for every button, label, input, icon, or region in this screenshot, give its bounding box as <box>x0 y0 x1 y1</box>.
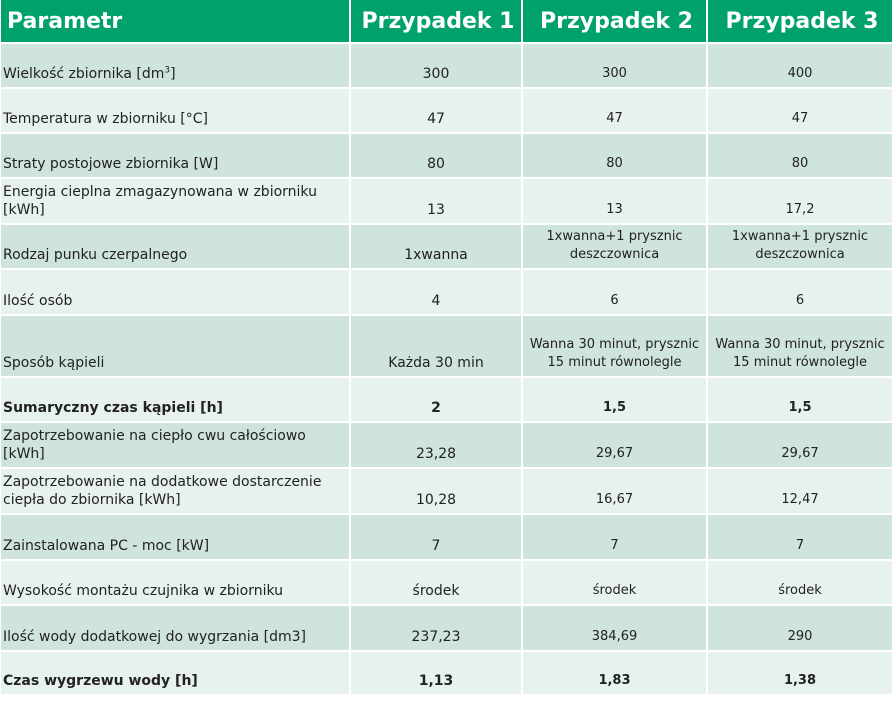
case-3-cell: 290 <box>708 604 894 650</box>
table-row <box>1 42 894 87</box>
parameters-table <box>1 0 894 694</box>
table-row <box>1 314 894 376</box>
param-cell: Wysokość montażu czujnika w zbiorniku <box>1 559 351 604</box>
param-cell: Sposób kąpieli <box>1 314 351 376</box>
case-2-cell: 80 <box>523 132 708 177</box>
param-cell: Temperatura w zbiorniku [°C] <box>1 87 351 132</box>
param-cell: Zainstalowana PC - moc [kW] <box>1 513 351 559</box>
case-2-cell: 300 <box>523 42 708 87</box>
case-1-cell: 2 <box>351 376 523 421</box>
case-2-cell: 13 <box>523 177 708 223</box>
header-case-3: Przypadek 3 <box>708 0 894 42</box>
case-1-cell: Każda 30 min <box>351 314 523 376</box>
table-row <box>1 223 894 268</box>
case-1-cell: 47 <box>351 87 523 132</box>
param-cell: Sumaryczny czas kąpieli [h] <box>1 376 351 421</box>
case-3-cell: 1xwanna+1 prysznic deszczownica <box>708 223 894 268</box>
param-cell: Zapotrzebowanie na dodatkowe dostarczenie ciepła do zbiornika [kWh] <box>1 467 351 513</box>
case-2-cell: 384,69 <box>523 604 708 650</box>
case-3-cell: 80 <box>708 132 894 177</box>
case-3-cell: 7 <box>708 513 894 559</box>
header-row <box>1 0 894 42</box>
param-cell: Energia cieplna zmagazynowana w zbiorniku [kWh] <box>1 177 351 223</box>
case-3-cell: 1,38 <box>708 650 894 694</box>
param-cell: Straty postojowe zbiornika [W] <box>1 132 351 177</box>
table-row <box>1 268 894 314</box>
case-3-cell: Wanna 30 minut, prysznic 15 minut równolegle <box>708 314 894 376</box>
case-1-cell: 237,23 <box>351 604 523 650</box>
table-row <box>1 467 894 513</box>
param-cell: Ilość wody dodatkowej do wygrzania [dm3] <box>1 604 351 650</box>
case-3-cell: środek <box>708 559 894 604</box>
case-2-cell: 1xwanna+1 prysznic deszczownica <box>523 223 708 268</box>
param-cell: Czas wygrzewu wody [h] <box>1 650 351 694</box>
param-cell: Wielkość zbiornika $[dm^3]$ <box>1 42 351 87</box>
case-3-cell: 1,5 <box>708 376 894 421</box>
case-1-cell: 4 <box>351 268 523 314</box>
case-2-cell: 6 <box>523 268 708 314</box>
case-1-cell: 1,13 <box>351 650 523 694</box>
table-row <box>1 87 894 132</box>
table-row <box>1 513 894 559</box>
param-cell: Rodzaj punku czerpalnego <box>1 223 351 268</box>
case-3-cell: 6 <box>708 268 894 314</box>
case-2-cell: 7 <box>523 513 708 559</box>
case-1-cell: 10,28 <box>351 467 523 513</box>
case-3-cell: 29,67 <box>708 421 894 467</box>
table-row <box>1 559 894 604</box>
header-case-1: Przypadek 1 <box>351 0 523 42</box>
case-2-cell: 1,83 <box>523 650 708 694</box>
header-param: Parametr <box>1 0 351 42</box>
table-row <box>1 650 894 694</box>
case-1-cell: 23,28 <box>351 421 523 467</box>
table-row <box>1 132 894 177</box>
case-2-cell: środek <box>523 559 708 604</box>
table-row <box>1 604 894 650</box>
case-1-cell: środek <box>351 559 523 604</box>
case-1-cell: 7 <box>351 513 523 559</box>
table-row <box>1 177 894 223</box>
case-2-cell: 29,67 <box>523 421 708 467</box>
case-2-cell: Wanna 30 minut, prysznic 15 minut równolegle <box>523 314 708 376</box>
header-case-2: Przypadek 2 <box>523 0 708 42</box>
case-3-cell: 17,2 <box>708 177 894 223</box>
case-2-cell: 47 <box>523 87 708 132</box>
case-1-cell: 80 <box>351 132 523 177</box>
case-2-cell: 16,67 <box>523 467 708 513</box>
param-cell: Ilość osób <box>1 268 351 314</box>
case-1-cell: 13 <box>351 177 523 223</box>
table-row <box>1 421 894 467</box>
param-cell: Zapotrzebowanie na ciepło cwu całościowo [kWh] <box>1 421 351 467</box>
case-3-cell: 400 <box>708 42 894 87</box>
case-3-cell: 47 <box>708 87 894 132</box>
case-1-cell: 1xwanna <box>351 223 523 268</box>
case-3-cell: 12,47 <box>708 467 894 513</box>
case-1-cell: 300 <box>351 42 523 87</box>
table-row <box>1 376 894 421</box>
case-2-cell: 1,5 <box>523 376 708 421</box>
